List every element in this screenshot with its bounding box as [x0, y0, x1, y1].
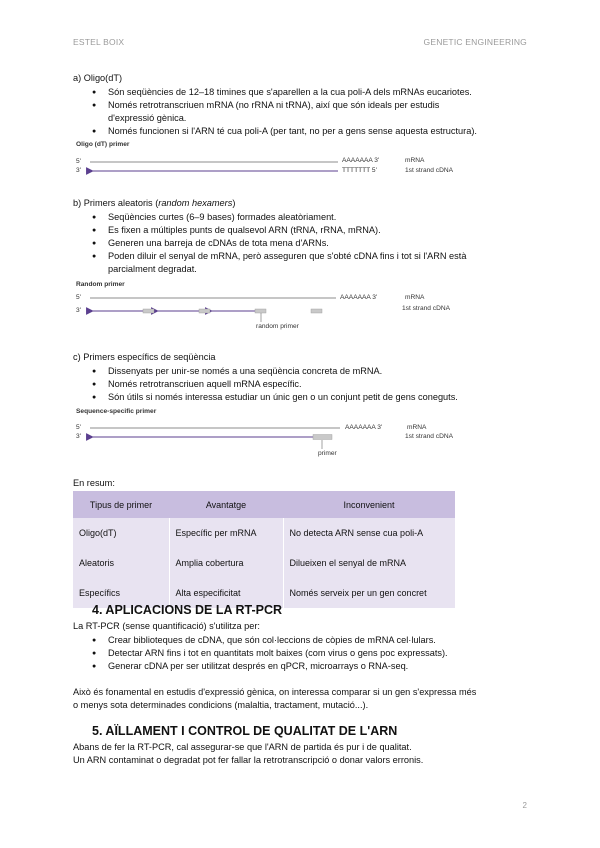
list-item: ● Poden diluir el senyal de mRNA, però asseguren que s'obté cDNA fins i tot si l'ARN està [108, 250, 466, 263]
list-item: ● Es fixen a múltiples punts de qualsevol ARN (tRNA, rRNA, mRNA). [108, 224, 381, 237]
list-item-continuation: d'expressió gènica. [108, 113, 187, 123]
list-item: ● Crear biblioteques de cDNA, que són col·leccions de còpies de mRNA cel·lulars. [108, 634, 436, 647]
primer-box [313, 435, 332, 440]
table-cell: Específics [73, 578, 169, 608]
list-item: ● Només retrotranscriuen mRNA (no rRNA ni tRNA), així que són ideals per estudis [108, 99, 439, 112]
cdna-label: 1st strand cDNA [405, 433, 454, 440]
table-row [73, 518, 455, 548]
table-cell: Alta especificitat [169, 578, 283, 608]
table-cell: Específic per mRNA [169, 518, 283, 548]
list-item: ● Generar cDNA per ser utilitzat després en qPCR, microarrays o RNA-seq. [108, 660, 408, 673]
list-item: ● Només funcionen si l'ARN té cua poli-A (per tant, no per a gens sense aquesta estructura). [108, 125, 477, 138]
primer-box [255, 309, 266, 313]
table-cell: Dilueixen el senyal de mRNA [283, 548, 455, 578]
random-primer-label: random primer [256, 323, 299, 330]
primer-box [143, 309, 154, 313]
paragraph-line: o menys sota determinades condicions (malaltia, tractament, mutació...). [73, 700, 369, 710]
list-item: ● Dissenyats per unir-se només a una seqüència concreta de mRNA. [108, 365, 382, 378]
table-cell: No detecta ARN sense cua poli-A [283, 518, 455, 548]
primer-box [311, 309, 322, 313]
table-cell: Aleatoris [73, 548, 169, 578]
diagram-title-oligo: Oligo (dT) primer [76, 141, 130, 148]
list-item: ● Només retrotranscriuen aquell mRNA específic. [108, 378, 302, 391]
paragraph-line: Un ARN contaminat o degradat pot fer fallar la retrotranscripció o donar valors erronis. [73, 755, 424, 765]
section-4-heading: 4. APLICACIONS DE LA RT-PCR [92, 603, 283, 617]
section-4-intro: La RT-PCR (sense quantificació) s'utilitza per: [73, 621, 260, 631]
cdna-label: 1st strand cDNA [402, 305, 451, 312]
list-item: ● Generen una barreja de cDNAs de tota mena d'ARNs. [108, 237, 329, 250]
page-number: 2 [522, 801, 527, 810]
five-prime-label: 5' [76, 424, 81, 431]
mrna-label: mRNA [405, 294, 425, 301]
list-item-continuation: parcialment degradat. [108, 264, 197, 274]
five-prime-label: 5' [76, 158, 81, 165]
column-header: Tipus de primer [73, 491, 169, 518]
section-b-title: b) Primers aleatoris (random hexamers) [73, 198, 236, 208]
list-item: ● Seqüències curtes (6–9 bases) formades aleatòriament. [108, 211, 336, 224]
summary-table [73, 491, 455, 608]
paragraph-line: Això és fonamental en estudis d'expressió gènica, on interessa comparar si un gen s'expressa més [73, 687, 477, 697]
diagram-title-specific: Sequence-specific primer [76, 408, 157, 415]
column-header: Inconvenient [283, 491, 455, 518]
column-header: Avantatge [169, 491, 283, 518]
primer-label: primer [318, 450, 337, 457]
poly-a-label: AAAAAAA 3' [340, 294, 378, 301]
header-subject: GENETIC ENGINEERING [423, 37, 527, 47]
five-prime-label: 5' [76, 294, 81, 301]
primer-box [199, 309, 210, 313]
three-prime-label: 3' [76, 307, 81, 314]
table-header-row [73, 491, 455, 518]
list-item: ● Són seqüències de 12–18 timines que s'aparellen a la cua poli-A dels mRNAs eucariotes. [108, 86, 472, 99]
cdna-label: 1st strand cDNA [405, 167, 454, 174]
table-cell: Amplia cobertura [169, 548, 283, 578]
paragraph-line: Abans de fer la RT-PCR, cal assegurar-se que l'ARN de partida és pur i de qualitat. [73, 742, 412, 752]
section-5-heading: 5. AÏLLAMENT I CONTROL DE QUALITAT DE L'ARN [92, 724, 398, 738]
poly-t-label: TTTTTTT 5' [342, 167, 377, 174]
list-item: ● Detectar ARN fins i tot en quantitats molt baixes (com virus o gens poc expressats). [108, 647, 448, 660]
three-prime-label: 3' [76, 167, 81, 174]
poly-a-label: AAAAAAA 3' [342, 157, 380, 164]
table-cell: Només serveix per un gen concret [283, 578, 455, 608]
list-item: ● Són útils si només interessa estudiar un únic gen o un conjunt petit de gens coneguts. [108, 391, 458, 404]
table-row [73, 548, 455, 578]
section-c-title: c) Primers específics de seqüència [73, 352, 216, 362]
table-cell: Oligo(dT) [73, 518, 169, 548]
mrna-label: mRNA [405, 157, 425, 164]
header-author: ESTEL BOIX [73, 37, 125, 47]
mrna-label: mRNA [407, 424, 427, 431]
section-a-title: a) Oligo(dT) [73, 73, 123, 83]
summary-intro: En resum: [73, 478, 115, 488]
three-prime-label: 3' [76, 433, 81, 440]
poly-a-label: AAAAAAA 3' [345, 424, 383, 431]
diagram-title-random: Random primer [76, 281, 125, 288]
